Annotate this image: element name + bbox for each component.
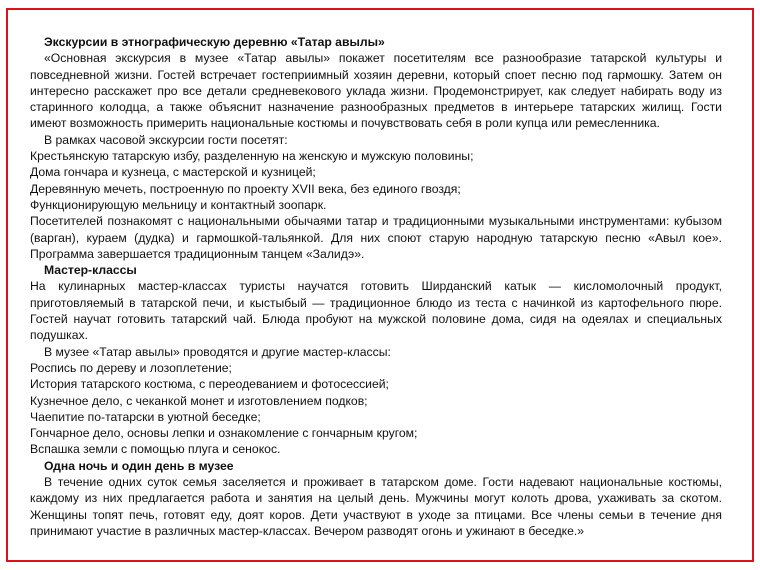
paragraph-main-excursion: «Основная экскурсия в музее «Татар авылы» покажет посетителям все разнообразие татарской культуры и повседневной жизни. Гостей встречает гостеприимный хозяин деревни, который споет песню под гармошку. Затем он интересно расскажет про все детали средневекового уклада жизни. Продемонстрирует, как следует набирать воду из старинного колодца, а также объяснит назначение разнообразных предметов в интерьере татарских жилищ. Гости имеют возможность примерить национальные костюмы и почувствовать себя в роли купца или ремесленника. [30,51,722,131]
list-item: Функционирующую мельницу и контактный зоопарк. [30,197,327,212]
list-item: Дома гончара и кузнеца, с мастерской и кузницей; [30,165,316,180]
list-item: Чаепитие по-татарски в уютной беседке; [30,409,261,424]
list-item: Гончарное дело, основы лепки и ознакомление с гончарным кругом; [30,426,418,441]
section-title-excursions: Экскурсии в этнографическую деревню «Татар авылы» [44,35,385,49]
list-item: Роспись по дереву и лозоплетение; [30,360,232,375]
list-item: Крестьянскую татарскую избу, разделенную на женскую и мужскую половины; [30,149,474,164]
section-title-master-classes: Мастер-классы [44,263,137,278]
list-item: Деревянную мечеть, построенную по проекту XVII века, без единого гвоздя; [30,181,461,196]
list-item: Кузнечное дело, с чеканкой монет и изготовлением подков; [30,393,368,408]
paragraph-visits-intro: В рамках часовой экскурсии гости посетят: [44,132,288,147]
list-item: История татарского костюма, с переодеванием и фотосессией; [30,377,389,392]
paragraph-customs: Посетителей познакомят с национальными обычаями татар и традиционными музыкальными инструментами: кубызом (варган), кураем (дудка) и гармошкой-тальянкой. Для них споют старую народную татарскую песню «Авыл кое». Программа завершается традиционным танцем «Залидэ». [30,214,722,261]
list-item: Вспашка земли с помощью плуга и сенокос. [30,442,281,457]
document-text [30,34,722,539]
section-title-night-and-day: Одна ночь и один день в музее [44,458,234,473]
paragraph-family-stay: В течение одних суток семья заселяется и проживает в татарском доме. Гости надевают национальные костюмы, каждому из них предлагается работа и занятия на целый день. Мужчины могут колоть дрова, ухаживать за скотом. Женщины топят печь, готовят еду, доят коров. Дети участвуют в уходе за птицами. Все члены семьи в течение дня принимают участие в различных мастер-классах. Вечером разводят огонь и ужинают в беседке.» [30,475,722,538]
paragraph-culinary: На кулинарных мастер-классах туристы научатся готовить Ширданский катык — кисломолочный продукт, приготовляемый в татарской печи, и кыстыбый — традиционное блюдо из теста с начинкой из картофельного пюре. Гостей научат готовить татарский чай. Блюда пробуют на мужской половине дома, сидя на одеялах и специальных подушках. [30,279,722,343]
paragraph-other-classes-intro: В музее «Татар авылы» проводятся и другие мастер-классы: [44,344,391,359]
